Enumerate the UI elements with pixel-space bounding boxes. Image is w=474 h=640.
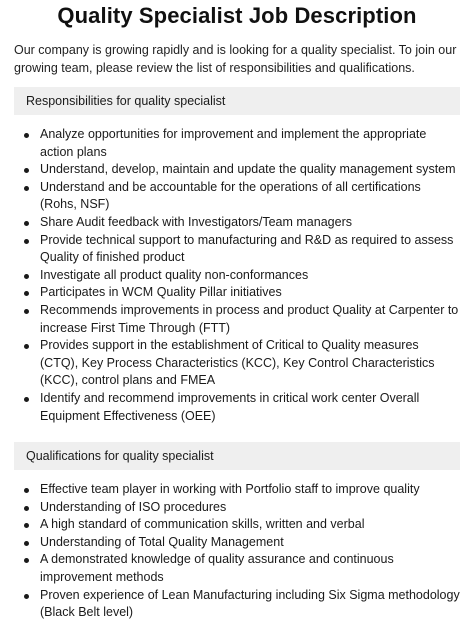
bullet-icon [24, 344, 29, 349]
qualification-item: A high standard of communication skills, written and verbal [14, 516, 460, 534]
qualifications-list [14, 481, 460, 622]
responsibility-item: Provide technical support to manufacturing and R&D as required to assess Quality of finished product [14, 232, 460, 267]
responsibility-item: Analyze opportunities for improvement and implement the appropriate action plans [14, 126, 460, 161]
bullet-icon [24, 506, 29, 511]
responsibility-item: Provides support in the establishment of Critical to Quality measures (CTQ), Key Process Characteristics (KCC), Key Control Characteristics (KCC), control plans and FMEA [14, 337, 460, 390]
responsibility-item: Share Audit feedback with Investigators/Team managers [14, 214, 460, 232]
bullet-icon [24, 309, 29, 314]
responsibility-item: Identify and recommend improvements in critical work center Overall Equipment Effectiveness (OEE) [14, 390, 460, 425]
qualifications-heading: Qualifications for quality specialist [14, 442, 460, 470]
responsibilities-list [14, 126, 460, 425]
bullet-icon [24, 523, 29, 528]
bullet-icon [24, 168, 29, 173]
bullet-icon [24, 558, 29, 563]
responsibility-item: Understand, develop, maintain and update the quality management system [14, 161, 460, 179]
qualification-item: Proven experience of Lean Manufacturing including Six Sigma methodology (Black Belt level) [14, 587, 460, 622]
intro-paragraph: Our company is growing rapidly and is looking for a quality specialist. To join our growing team, please review the list of responsibilities and qualifications. [14, 43, 457, 75]
responsibility-item: Investigate all product quality non-conformances [14, 267, 460, 285]
qualification-item: Understanding of ISO procedures [14, 499, 460, 517]
qualification-item: Effective team player in working with Portfolio staff to improve quality [14, 481, 460, 499]
responsibilities-heading: Responsibilities for quality specialist [14, 87, 460, 115]
bullet-icon [24, 239, 29, 244]
bullet-icon [24, 488, 29, 493]
responsibility-item: Participates in WCM Quality Pillar initiatives [14, 284, 460, 302]
qualification-item: Understanding of Total Quality Management [14, 534, 460, 552]
responsibility-item: Understand and be accountable for the operations of all certifications (Rohs, NSF) [14, 179, 460, 214]
bullet-icon [24, 133, 29, 138]
bullet-icon [24, 397, 29, 402]
qualification-item: A demonstrated knowledge of quality assurance and continuous improvement methods [14, 551, 460, 586]
page-title: Quality Specialist Job Description [57, 3, 417, 28]
bullet-icon [24, 541, 29, 546]
bullet-icon [24, 186, 29, 191]
bullet-icon [24, 274, 29, 279]
bullet-icon [24, 221, 29, 226]
bullet-icon [24, 291, 29, 296]
bullet-icon [24, 594, 29, 599]
responsibility-item: Recommends improvements in process and product Quality at Carpenter to increase First Time Through (FTT) [14, 302, 460, 337]
